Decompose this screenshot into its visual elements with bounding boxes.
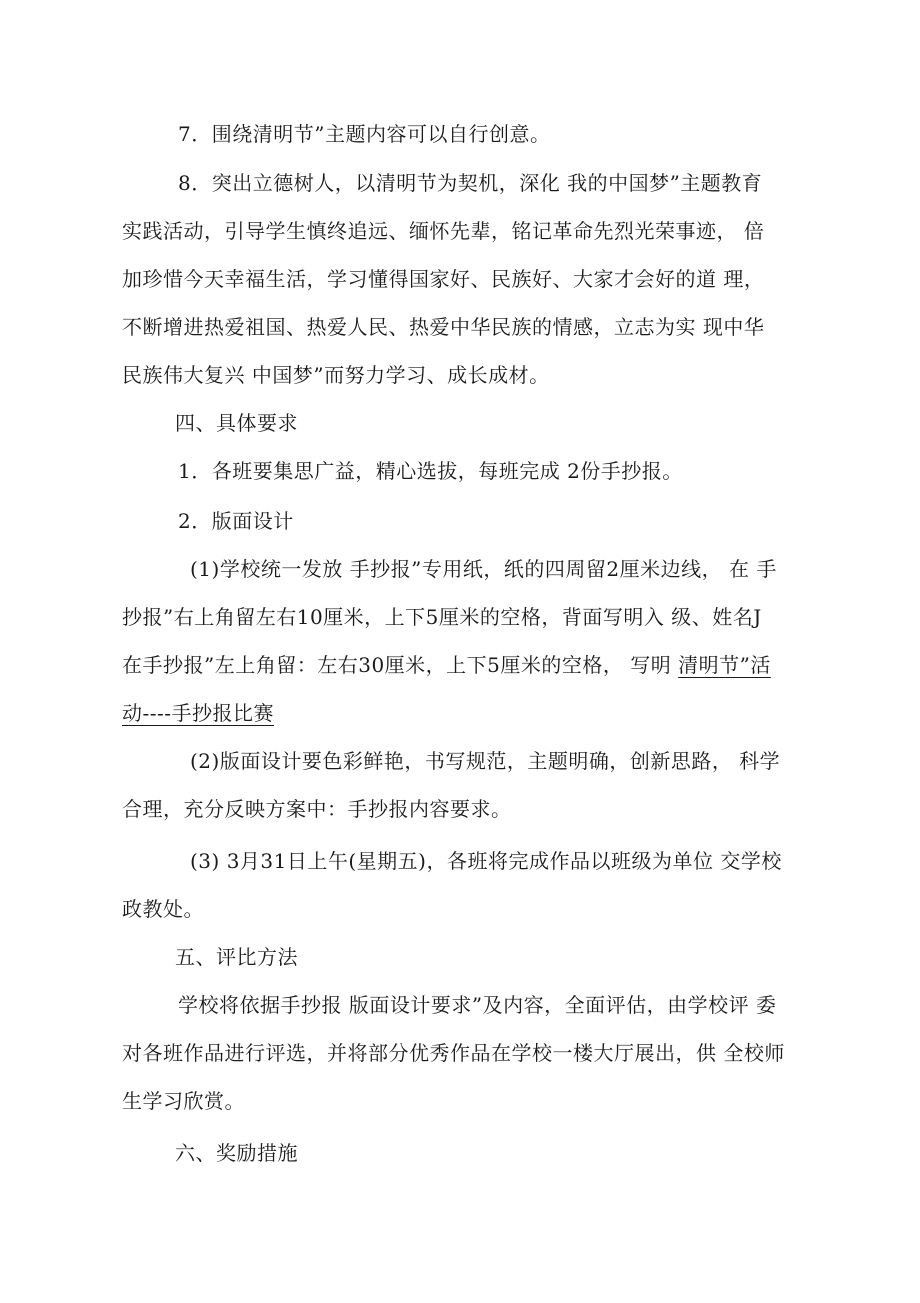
- paragraph-line: 不断增进热爱祖国、热爱人民、热爱中华民族的情感，立志为实 现中华: [122, 315, 765, 339]
- paragraph-line: 1．各班要集思广益，精心选拔，每班完成 2份手抄报。: [178, 459, 683, 483]
- underlined-text: 动----手抄报比赛: [122, 701, 275, 725]
- paragraph-line: 民族伟大复兴 中国梦”而努力学习、成长成材。: [122, 363, 550, 387]
- underlined-text: 清明节”活: [678, 653, 771, 677]
- section-heading: 四、具体要求: [175, 411, 298, 435]
- paragraph-line: 8．突出立德树人，以清明节为契机，深化 我的中国梦”主题教育: [178, 171, 763, 195]
- paragraph-line: (1)学校统一发放 手抄报”专用纸，纸的四周留2厘米边线， 在 手: [190, 557, 777, 581]
- paragraph-line: 生学习欣赏。: [122, 1089, 245, 1113]
- paragraph-line: 合理，充分反映方案中：手抄报内容要求。: [122, 797, 512, 821]
- paragraph-line: 2．版面设计: [178, 509, 294, 533]
- paragraph-line: 加珍惜今天幸福生活，学习懂得国家好、民族好、大家才会好的道 理，: [122, 267, 765, 291]
- paragraph-line: [122, 652, 771, 678]
- paragraph-line: 学校将依据手抄报 版面设计要求”及内容，全面评估，由学校评 委: [178, 993, 777, 1017]
- paragraph-line: (2)版面设计要色彩鲜艳，书写规范，主题明确，创新思路， 科学: [190, 749, 781, 773]
- paragraph-line: 7．围绕清明节”主题内容可以自行创意。: [178, 122, 551, 146]
- section-heading: 五、评比方法: [175, 945, 298, 969]
- paragraph-text: 在手抄报”左上角留：左右30厘米，上下5厘米的空格， 写明: [122, 653, 679, 677]
- paragraph-line: 实践活动，引导学生慎终追远、缅怀先辈，铭记革命先烈光荣事迹， 倍: [122, 219, 765, 243]
- section-heading: 六、奖励措施: [175, 1141, 298, 1165]
- paragraph-line: 对各班作品进行评选，并将部分优秀作品在学校一楼大厅展出，供 全校师: [122, 1041, 785, 1065]
- paragraph-line: (3) 3月31日上午(星期五)，各班将完成作品以班级为单位 交学校: [190, 849, 782, 873]
- paragraph-line: 政教处。: [122, 897, 204, 921]
- paragraph-line: 抄报”右上角留左右10厘米，上下5厘米的空格，背面写明入 级、姓名J: [122, 605, 762, 629]
